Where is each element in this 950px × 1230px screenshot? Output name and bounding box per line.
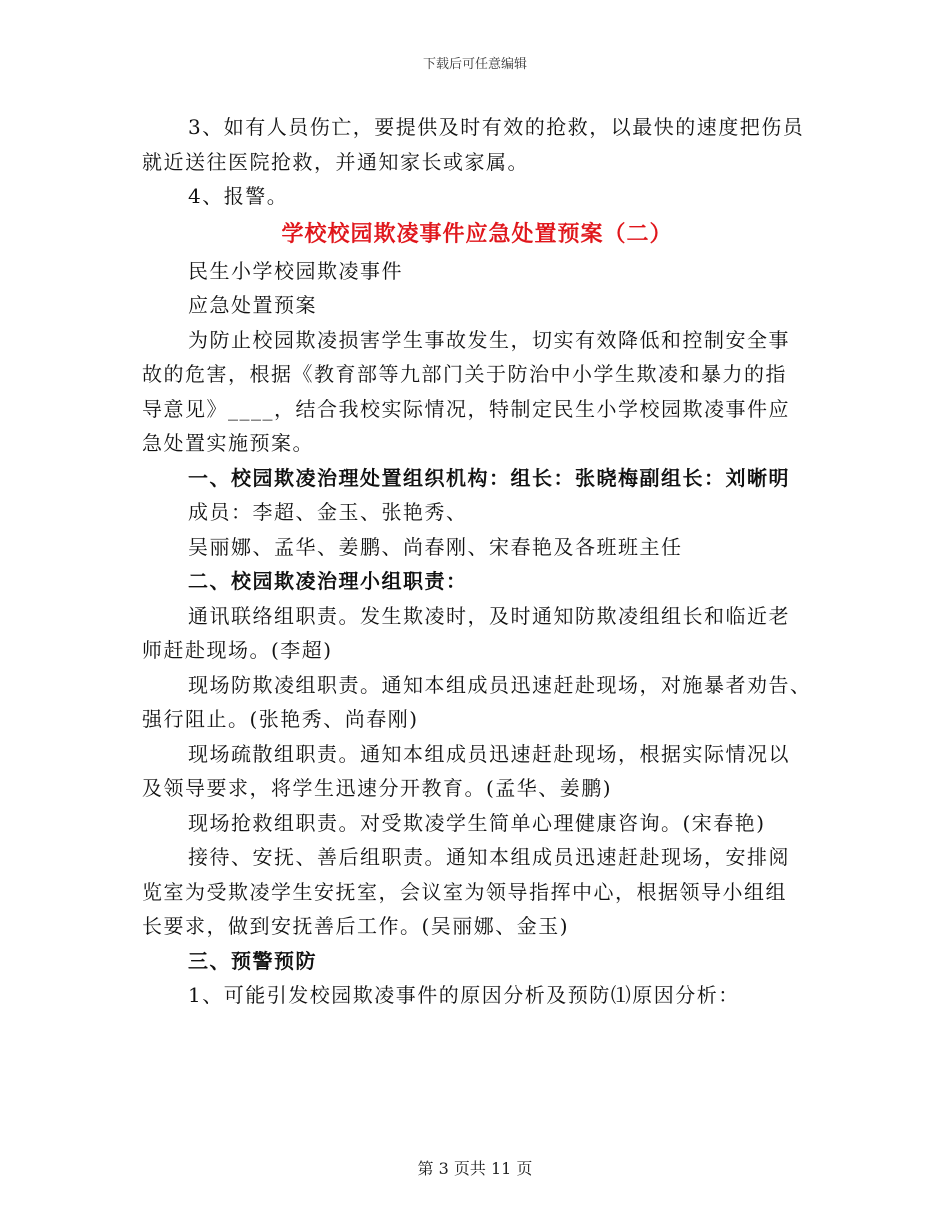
paragraph-line: 故的危害，根据《教育部等九部门关于防治中小学生欺凌和暴力的指 <box>142 362 787 386</box>
paragraph-line: 通讯联络组职责。发生欺凌时，及时通知防欺凌组组长和临近老 <box>188 603 790 628</box>
heading-line: 一、校园欺凌治理处置组织机构：组长：张晓梅副组长：刘晰明 <box>188 465 790 490</box>
page-header: 下载后可任意编辑 <box>422 57 527 72</box>
document-body <box>142 110 812 1013</box>
paragraph-line: 吴丽娜、孟华、姜鹏、尚春刚、宋春艳及各班班主任 <box>188 534 683 559</box>
paragraph-line: 现场防欺凌组职责。通知本组成员迅速赶赴现场，对施暴者劝告、 <box>188 672 812 697</box>
paragraph-line: 强行阻止。(张艳秀、尚春刚) <box>142 707 419 731</box>
heading-line: 三、预警预防 <box>188 948 317 973</box>
paragraph-line: 为防止校园欺凌损害学生事故发生，切实有效降低和控制安全事 <box>188 327 790 352</box>
paragraph-line: 应急处置预案 <box>188 293 317 317</box>
paragraph-line: 成员：李超、金玉、张艳秀、 <box>188 500 468 524</box>
paragraph-line: 师赶赴现场。(李超) <box>142 638 333 662</box>
paragraph-line: 长要求，做到安抚善后工作。(吴丽娜、金玉) <box>142 914 570 938</box>
paragraph-line: 民生小学校园欺凌事件 <box>188 258 403 283</box>
paragraph-line: 4、报警。 <box>188 184 289 208</box>
paragraph-line: 览室为受欺凌学生安抚室，会议室为领导指挥中心，根据领导小组组 <box>142 879 787 904</box>
paragraph-line: 3、如有人员伤亡，要提供及时有效的抢救，以最快的速度把伤员 <box>188 115 805 139</box>
heading-line: 二、校园欺凌治理小组职责： <box>188 569 468 593</box>
paragraph-line: 及领导要求，将学生迅速分开教育。(孟华、姜鹏) <box>142 776 613 800</box>
page-footer: 第 3 页共 11 页 <box>417 1159 533 1178</box>
paragraph-line: 现场抢救组职责。对受欺凌学生简单心理健康咨询。(宋春艳) <box>188 810 766 835</box>
paragraph-line: 接待、安抚、善后组职责。通知本组成员迅速赶赴现场，安排阅 <box>188 845 790 869</box>
paragraph-line: 就近送往医院抢救，并通知家长或家属。 <box>142 149 529 174</box>
paragraph-line: 导意见》____，结合我校实际情况，特制定民生小学校园欺凌事件应 <box>142 396 790 421</box>
section-title: 学校校园欺凌事件应急处置预案（二） <box>281 220 673 247</box>
paragraph-line: 1、可能引发校园欺凌事件的原因分析及预防⑴原因分析： <box>188 983 740 1007</box>
paragraph-line: 现场疏散组职责。通知本组成员迅速赶赴现场，根据实际情况以 <box>188 741 790 766</box>
paragraph-line: 急处置实施预案。 <box>142 431 314 455</box>
